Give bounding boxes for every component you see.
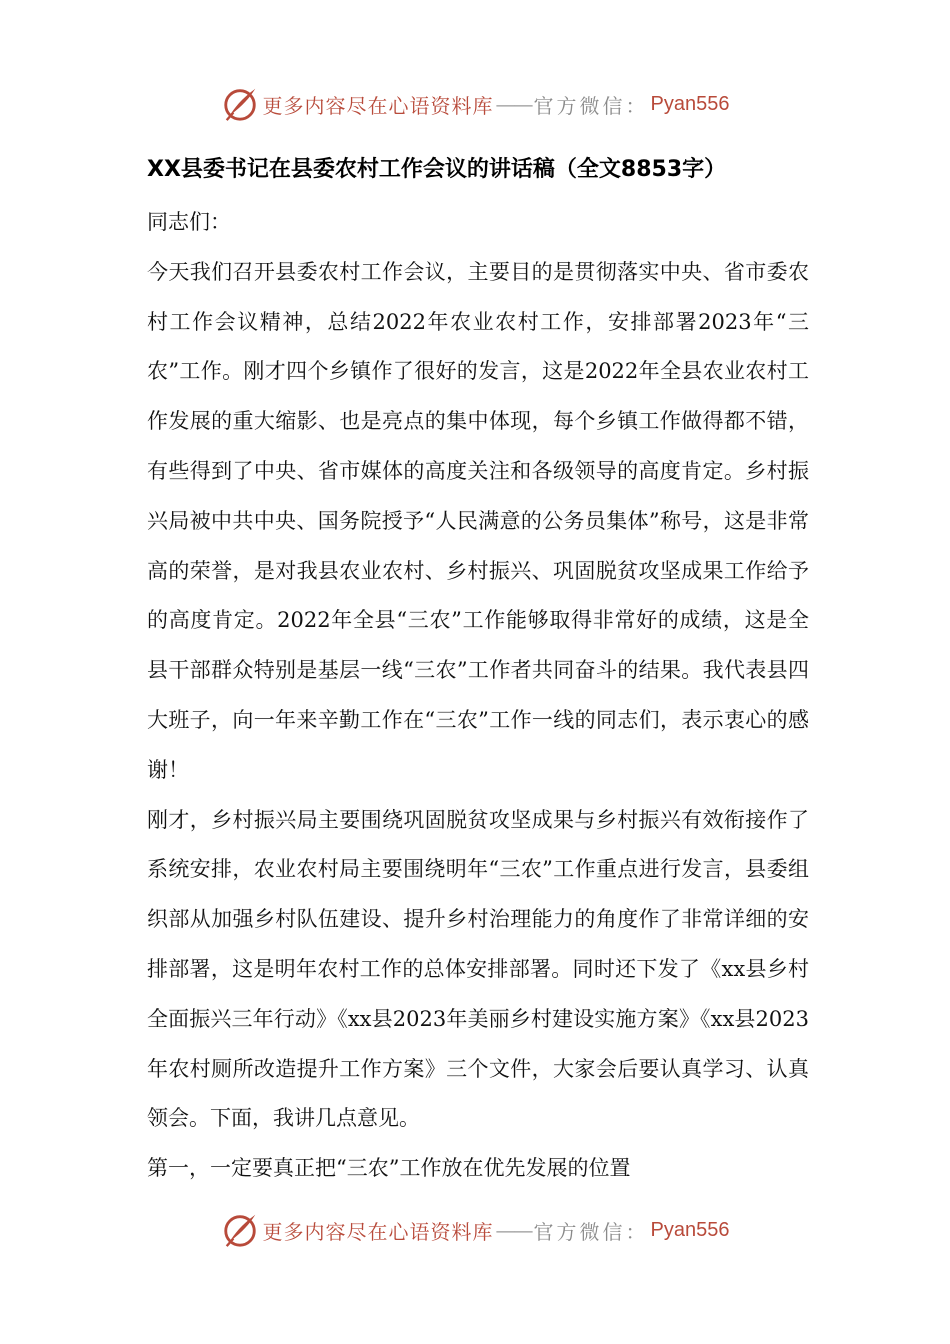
- document-title: XX县委书记在县委农村工作会议的讲话稿（全文8853字）: [147, 157, 727, 182]
- watermark-dash: ——: [495, 92, 532, 116]
- body-paragraph: 刚才，乡村振兴局主要围绕巩固脱贫攻坚成果与乡村振兴有效衔接作了系统安排，农业农村局主要围绕明年“三农”工作重点进行发言，县委组织部从加强乡村队伍建设、提升乡村治理能力的角度作了非常详细的安排部署，这是明年农村工作的总体安排部署。同时还下发了《xx县乡村全面振兴三年行动》《xx县2023年美丽乡村建设实施方案》《xx县2023年农村厕所改造提升工作方案》三个文件，大家会后要认真学习、认真领会。下面，我讲几点意见。: [147, 807, 809, 1131]
- quill-logo-icon: [221, 1211, 259, 1249]
- watermark-official-label: 官方微信：: [533, 93, 649, 118]
- quill-logo-icon: [221, 85, 259, 123]
- watermark-official-label: 官方微信：: [533, 1219, 649, 1244]
- body-paragraph: 今天我们召开县委农村工作会议，主要目的是贯彻落实中央、省市委农村工作会议精神，总结2022年农业农村工作，安排部署2023年“三农”工作。刚才四个乡镇作了很好的发言，这是2022年全县农业农村工作发展的重大缩影、也是亮点的集中体现，每个乡镇工作做得都不错，有些得到了中央、省市媒体的高度关注和各级领导的高度肯定。乡村振兴局被中共中央、国务院授予“人民满意的公务员集体”称号，这是非常高的荣誉，是对我县农业农村、乡村振兴、巩固脱贫攻坚成果工作给予的高度肯定。2022年全县“三农”工作能够取得非常好的成绩，这是全县干部群众特别是基层一线“三农”工作者共同奋斗的结果。我代表县四大班子，向一年来辛勤工作在“三农”工作一线的同志们，表示衷心的感谢！: [147, 259, 809, 782]
- footer-watermark-banner: [0, 1208, 950, 1252]
- document-body: [147, 198, 809, 1194]
- watermark-brand-text: 更多内容尽在心语资料库: [262, 93, 494, 118]
- salutation-paragraph: 同志们：: [147, 210, 231, 234]
- watermark-wechat-id: Pyan556: [650, 92, 730, 115]
- header-watermark-banner: [0, 82, 950, 126]
- section-heading-paragraph: 第一，一定要真正把“三农”工作放在优先发展的位置: [147, 1156, 631, 1181]
- watermark-brand-text: 更多内容尽在心语资料库: [262, 1219, 494, 1244]
- watermark-wechat-id: Pyan556: [650, 1218, 730, 1241]
- watermark-dash: ——: [495, 1218, 532, 1242]
